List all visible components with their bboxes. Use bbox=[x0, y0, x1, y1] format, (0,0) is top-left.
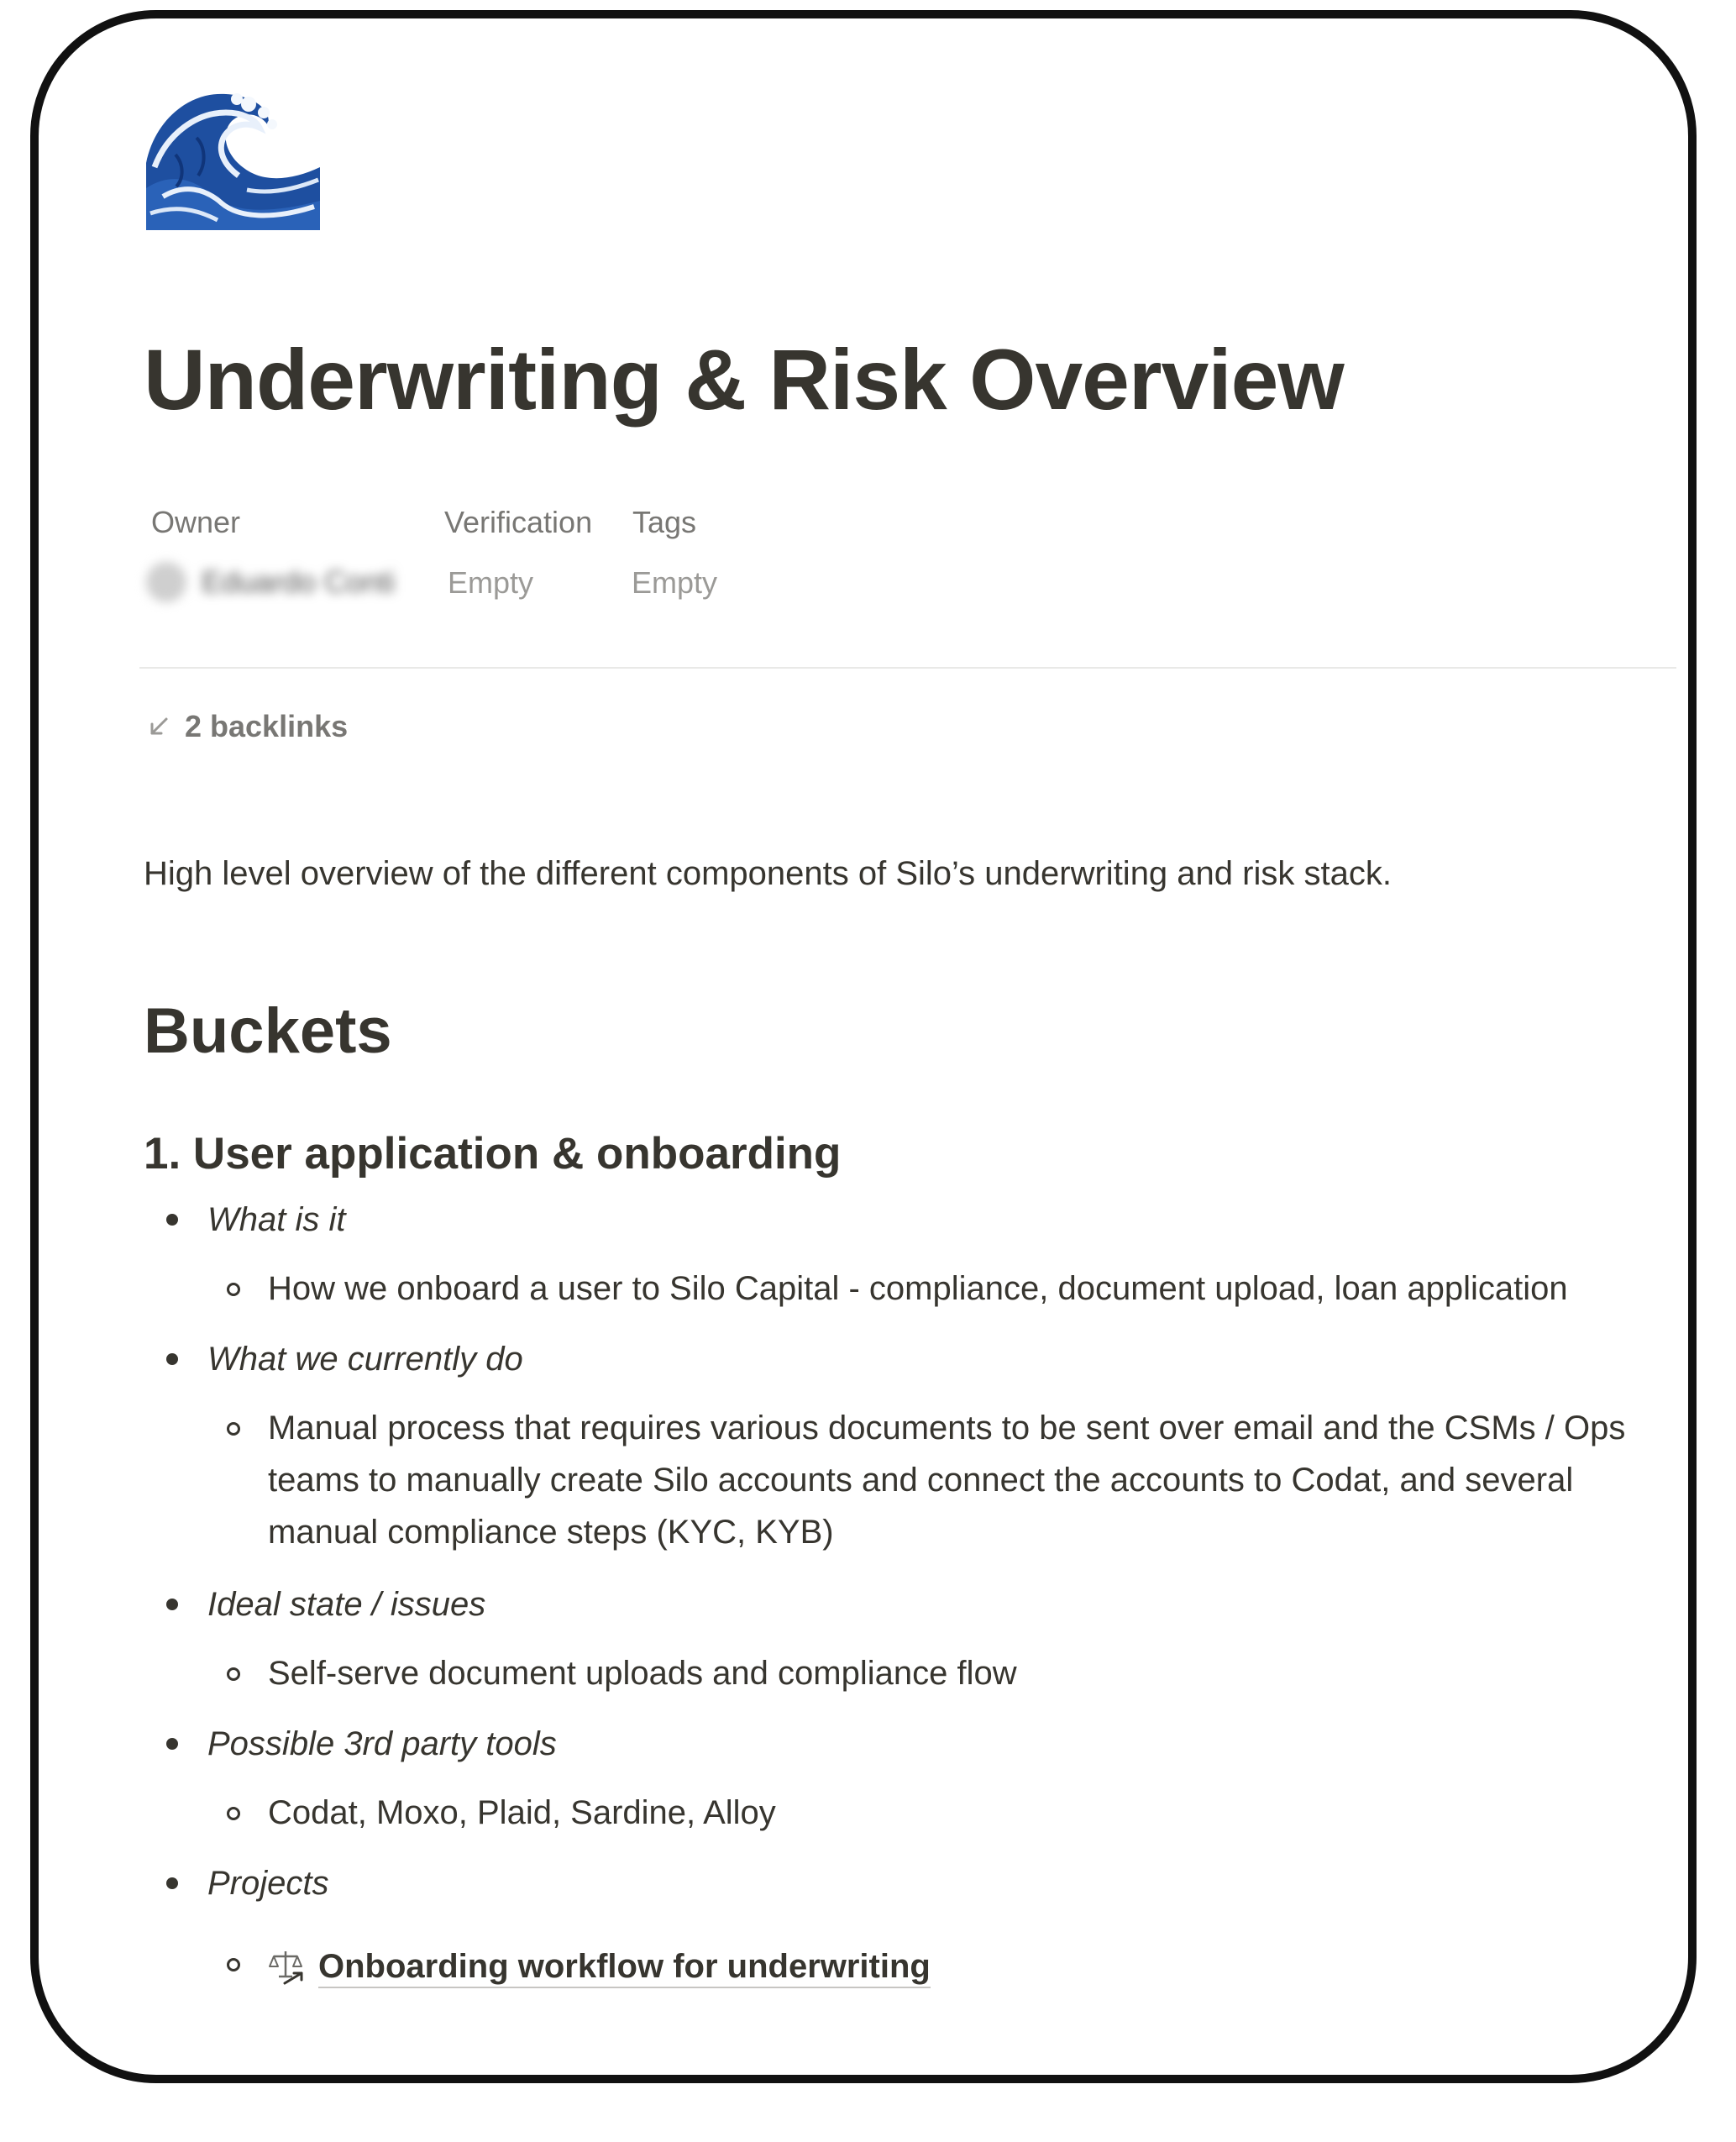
document-frame bbox=[30, 10, 1697, 2083]
section-heading[interactable]: 1. User application & onboarding bbox=[144, 1129, 842, 1179]
list-item-label[interactable]: Projects bbox=[207, 1865, 329, 1902]
verification-property-value[interactable]: Empty bbox=[448, 565, 534, 600]
owner-name: Eduardo Conti bbox=[202, 564, 396, 599]
bullet-icon bbox=[166, 1877, 178, 1889]
scales-link-icon bbox=[268, 1948, 307, 1987]
verification-property-label[interactable]: Verification bbox=[444, 505, 593, 539]
intro-paragraph[interactable]: High level overview of the different components of Silo’s underwriting and risk stack. bbox=[144, 855, 1392, 892]
page-title[interactable]: Underwriting & Risk Overview bbox=[144, 332, 1344, 428]
bullet-icon bbox=[166, 1599, 178, 1610]
list-item-label[interactable]: What is it bbox=[207, 1201, 346, 1238]
divider bbox=[139, 667, 1676, 669]
list-item-label[interactable]: Possible 3rd party tools bbox=[207, 1725, 557, 1762]
backlinks-button[interactable] bbox=[146, 706, 348, 748]
sub-bullet-icon bbox=[227, 1422, 240, 1436]
buckets-heading[interactable]: Buckets bbox=[144, 995, 392, 1067]
owner-property-value[interactable] bbox=[146, 557, 398, 607]
avatar bbox=[146, 562, 186, 602]
list-item-label[interactable]: What we currently do bbox=[207, 1341, 523, 1378]
bullet-icon bbox=[166, 1353, 178, 1365]
list-item-label[interactable]: Ideal state / issues bbox=[207, 1586, 486, 1623]
bullet-icon bbox=[166, 1738, 178, 1750]
backlinks-label: 2 backlinks bbox=[185, 709, 349, 743]
page-link-label: Onboarding workflow for underwriting bbox=[318, 1946, 931, 1988]
arrow-down-left-icon bbox=[146, 714, 171, 739]
sub-bullet-icon bbox=[227, 1958, 240, 1971]
list-item-detail[interactable]: Codat, Moxo, Plaid, Sardine, Alloy bbox=[268, 1794, 776, 1831]
tags-property-value[interactable]: Empty bbox=[632, 565, 718, 600]
sub-bullet-icon bbox=[227, 1807, 240, 1820]
list-item-detail[interactable]: Self-serve document uploads and compliance flow bbox=[268, 1655, 1017, 1692]
list-item-detail[interactable]: Manual process that requires various documents to be sent over email and the CSMs / Ops teams to manually create Silo accounts and connect the accounts to Codat, and several manual compliance steps (KYC, KYB) bbox=[268, 1410, 1626, 1551]
tags-property-label[interactable]: Tags bbox=[632, 505, 697, 539]
sub-bullet-icon bbox=[227, 1283, 240, 1296]
sub-bullet-icon bbox=[227, 1667, 240, 1681]
wave-emoji-icon[interactable] bbox=[146, 87, 320, 230]
owner-property-label[interactable]: Owner bbox=[151, 505, 241, 539]
onboarding-workflow-link[interactable] bbox=[268, 1942, 931, 1992]
bullet-icon bbox=[166, 1214, 178, 1226]
list-item-detail[interactable]: How we onboard a user to Silo Capital - compliance, document upload, loan application bbox=[268, 1270, 1568, 1307]
